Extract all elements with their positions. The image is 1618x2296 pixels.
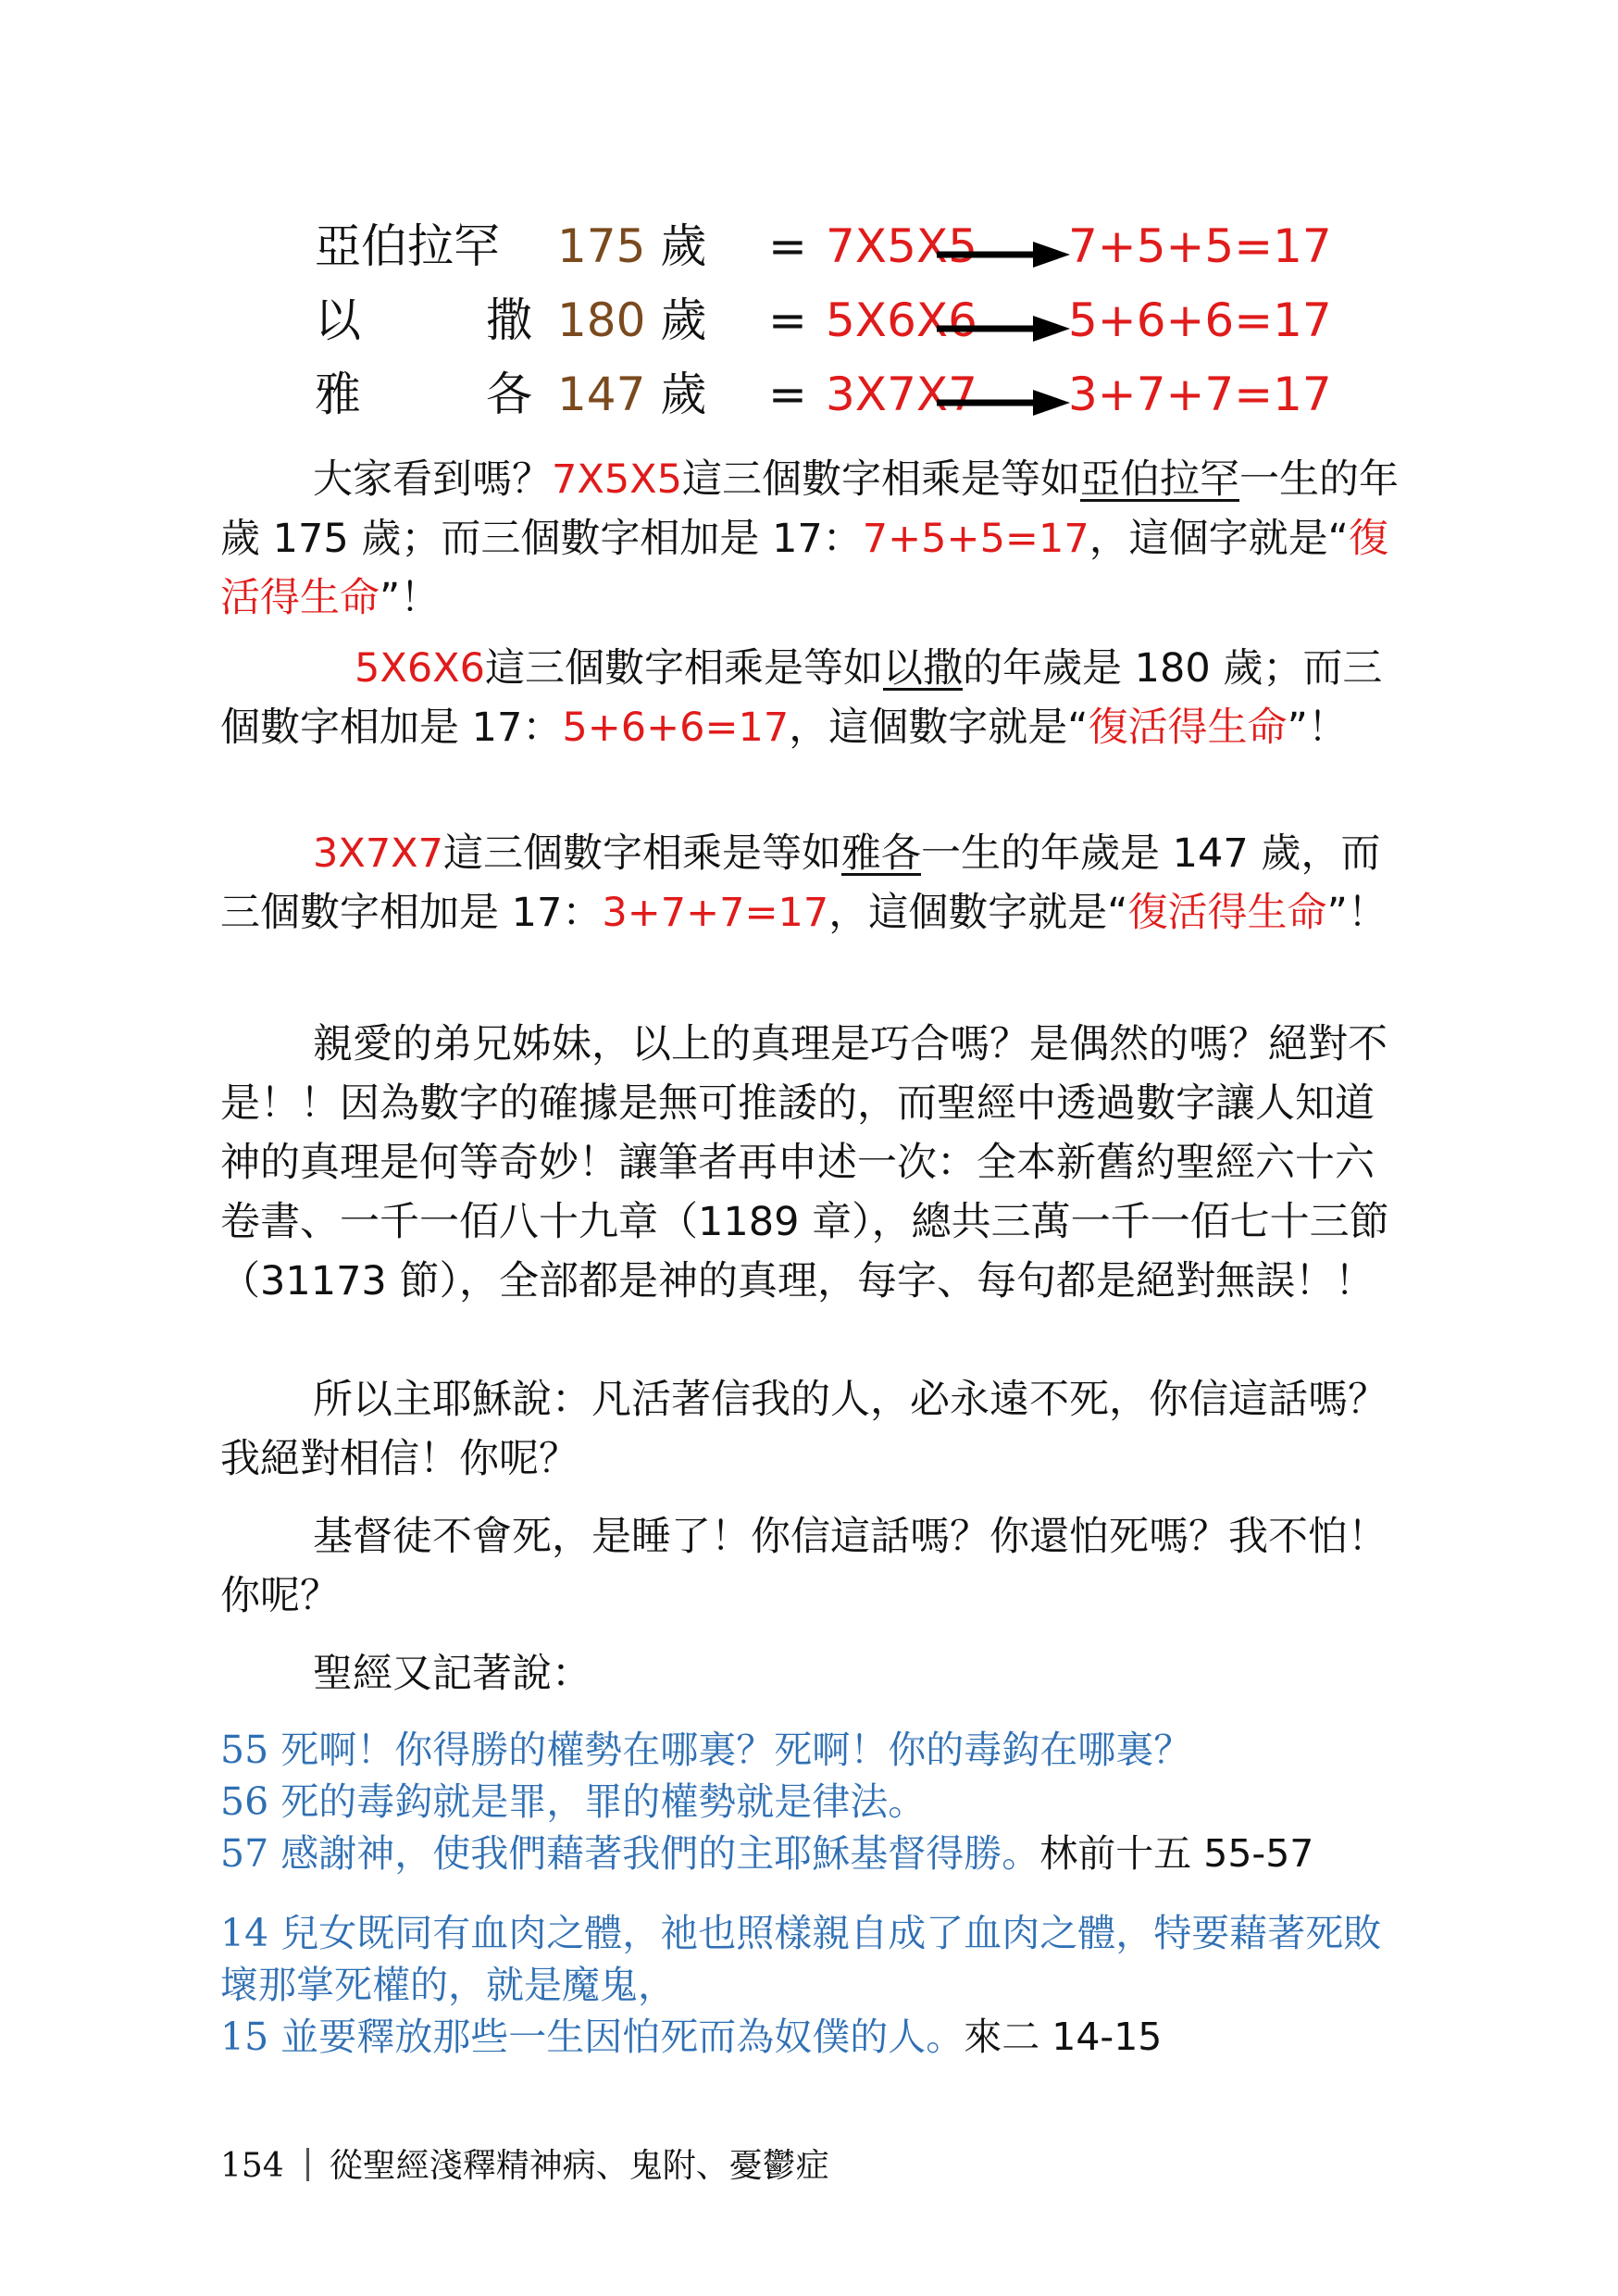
sum-expression: 7+5+5=17 (1068, 219, 1332, 273)
right-arrow-icon (933, 372, 1072, 446)
product-expression: 7X5X5 (826, 219, 977, 273)
footer-separator (306, 2148, 309, 2181)
paragraph-abraham: 大家看到嗎？7X5X5這三個數字相乘是等如亞伯拉罕一生的年歲 175 歲；而三個數字相加是 17：7+5+5=17，這個字就是“復活得生命”！ (220, 456, 1399, 621)
page-footer (220, 2144, 829, 2189)
paragraph-bible-truth: 親愛的弟兄姊妹，以上的真理是巧合嗎？是偶然的嗎？絕對不是！！因為數字的確據是無可推諉的，而聖經中透過數字讓人知道神的真理是何等奇妙！讓筆者再申述一次：全本新舊約聖經六十六卷書、一千一佰八十九章（1189 章），總共三萬一千一佰七十三節（31173 節），全部都是神的真理，每字、每句都是絕對無誤！！ (220, 1021, 1389, 1304)
sum-expression: 5+6+6=17 (1068, 293, 1332, 347)
verse-15: 15 並要釋放那些一生因怕死而為奴僕的人。來二 14-15 (220, 2015, 1163, 2059)
page-number: 154 (220, 2147, 284, 2185)
paragraph-scripture-intro: 聖經又記著說： (313, 1651, 591, 1697)
person-name: 雅 各 (315, 368, 532, 421)
verse-block-corinthians (220, 1724, 1405, 1879)
sum-expression: 3+7+7=17 (1068, 368, 1332, 421)
paragraph-jesus-said: 所以主耶穌說：凡活著信我的人，必永遠不死，你信這話嗎？我絕對相信！你呢？ (220, 1377, 1388, 1482)
age-value: 147 歲 (557, 368, 707, 421)
paragraph-jacob: 3X7X7這三個數字相乘是等如雅各一生的年歲是 147 歲，而三個數字相加是 17：3+7+7=17，這個數字就是“復活得生命”！ (220, 830, 1388, 936)
book-title: 從聖經淺釋精神病、鬼附、憂鬱症 (329, 2147, 829, 2185)
paragraph-isaac: 5X6X6這三個數字相乘是等如以撒的年歲是 180 歲；而三個數字相加是 17：5+6+6=17，這個數字就是“復活得生命”！ (220, 645, 1383, 751)
person-name: 以 撒 (315, 293, 532, 347)
verse-57: 57 感謝神，使我們藉著我們的主耶穌基督得勝。林前十五 55-57 (220, 1831, 1314, 1876)
verse-block-hebrews (220, 1907, 1405, 2063)
verse-reference: 林前十五 55-57 (1039, 1831, 1314, 1876)
equals-sign: = (768, 293, 807, 347)
age-value: 180 歲 (557, 293, 707, 347)
paragraph-not-afraid: 基督徒不會死，是睡了！你信這話嗎？你還怕死嗎？我不怕！你呢？ (220, 1514, 1388, 1619)
verse-14: 14 兒女既同有血肉之體，祂也照樣親自成了血肉之體，特要藉著死敗壞那掌死權的，就是魔鬼， (220, 1911, 1382, 2007)
verse-reference: 來二 14-15 (964, 2015, 1163, 2059)
person-name: 亞伯拉罕 (315, 219, 500, 273)
product-expression: 5X6X6 (826, 293, 977, 347)
age-value: 175 歲 (557, 219, 707, 273)
equals-sign: = (768, 368, 807, 421)
verse-56: 56 死的毒鈎就是罪，罪的權勢就是律法。 (220, 1779, 927, 1824)
equals-sign: = (768, 219, 807, 273)
verse-55: 55 死啊！你得勝的權勢在哪裏？死啊！你的毒鈎在哪裏？ (220, 1728, 1192, 1772)
product-expression: 3X7X7 (826, 368, 977, 421)
